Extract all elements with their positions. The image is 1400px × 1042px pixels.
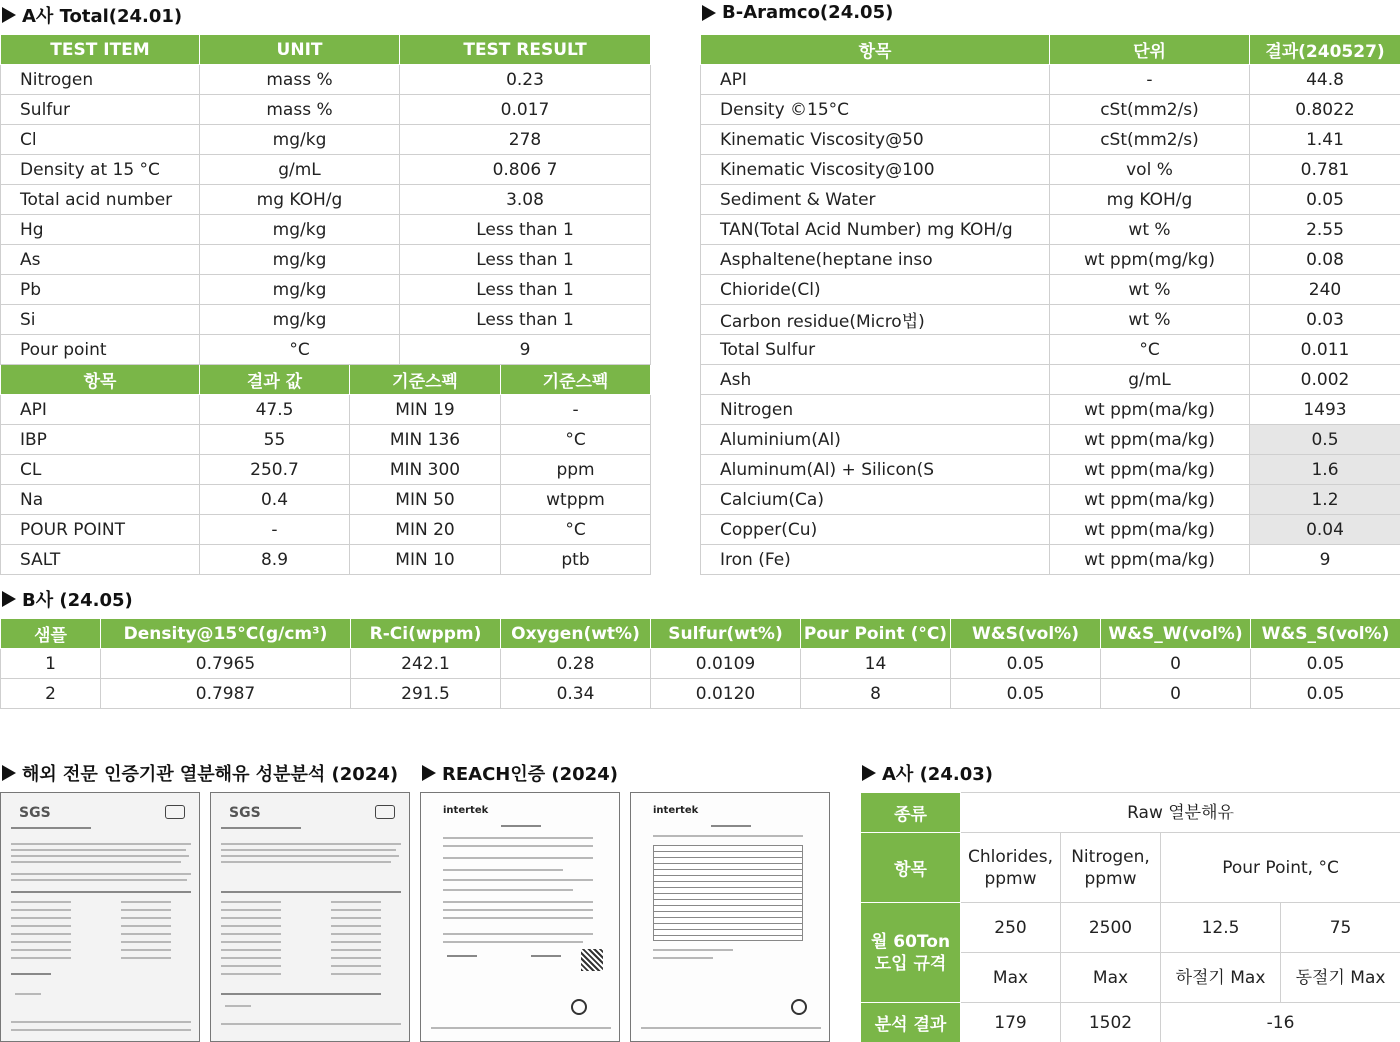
result-cell: 1.6 xyxy=(1250,455,1400,485)
unit-cell: g/mL xyxy=(1050,365,1250,395)
item-cell: Density ©15°C xyxy=(701,95,1050,125)
value-cell: 0.0120 xyxy=(651,679,801,709)
spec-cell: °C xyxy=(501,425,651,455)
unit-cell: mg/kg xyxy=(200,305,400,335)
result-cell: 1.41 xyxy=(1250,125,1400,155)
item-cell: Ash xyxy=(701,365,1050,395)
header-cell: 결과 값 xyxy=(200,365,350,395)
table-row xyxy=(1,155,651,185)
table-row xyxy=(701,245,1400,275)
table-row xyxy=(861,793,1400,833)
unit-cell: wt ppm(ma/kg) xyxy=(1050,545,1250,575)
item-cell: SALT xyxy=(1,545,200,575)
table-row xyxy=(701,155,1400,185)
item-cell: API xyxy=(701,65,1050,95)
seal-icon xyxy=(165,805,185,819)
spec-cell: MIN 300 xyxy=(350,455,501,485)
intertek-mark-icon xyxy=(791,999,807,1015)
result-cell: 0.03 xyxy=(1250,305,1400,335)
header-cell: 기준스펙 xyxy=(350,365,501,395)
value-cell: 1 xyxy=(1,649,101,679)
sgs-report-image-2[interactable] xyxy=(210,792,410,1042)
test-item-cell: Hg xyxy=(1,215,200,245)
a-total-table xyxy=(0,34,651,575)
table-row xyxy=(1,245,651,275)
table-row xyxy=(1,425,651,455)
unit-cell: g/mL xyxy=(200,155,400,185)
value-cell: 0.7987 xyxy=(101,679,351,709)
result-cell: 278 xyxy=(400,125,651,155)
unit-cell: wt ppm(mg/kg) xyxy=(1050,245,1250,275)
triangle-bullet-icon xyxy=(702,5,716,21)
item-cell: Sediment & Water xyxy=(701,185,1050,215)
table-row xyxy=(701,305,1400,335)
item-cell: Carbon residue(Micro법) xyxy=(701,305,1050,335)
table-row xyxy=(1,455,651,485)
table-row xyxy=(861,1003,1400,1042)
item-cell: Iron (Fe) xyxy=(701,545,1050,575)
result-cell: Less than 1 xyxy=(400,245,651,275)
triangle-bullet-icon xyxy=(2,765,16,781)
section-title-a-2403 xyxy=(862,760,993,786)
section-title-text: A사 Total(24.01) xyxy=(22,6,183,27)
result-cell: 9 xyxy=(400,335,651,365)
item-cell: Aluminum(Al) + Silicon(S xyxy=(701,455,1050,485)
unit-cell: °C xyxy=(200,335,400,365)
unit-cell: cSt(mm2/s) xyxy=(1050,125,1250,155)
value-cell: 291.5 xyxy=(351,679,501,709)
result-cell: Less than 1 xyxy=(400,305,651,335)
unit-cell: vol % xyxy=(1050,155,1250,185)
header-cell: 샘플 xyxy=(1,619,101,649)
unit-cell: wt % xyxy=(1050,305,1250,335)
value-cell: 0.0109 xyxy=(651,649,801,679)
value-cell: 0.34 xyxy=(501,679,651,709)
table-row xyxy=(1,395,651,425)
result-cell: 1.2 xyxy=(1250,485,1400,515)
value-cell: 0.05 xyxy=(1251,649,1400,679)
sgs-logo: SGS xyxy=(229,805,261,821)
unit-cell: wt ppm(ma/kg) xyxy=(1050,455,1250,485)
item-cell: API xyxy=(1,395,200,425)
header-cell: W&S(vol%) xyxy=(951,619,1101,649)
intertek-mark-icon xyxy=(571,999,587,1015)
value-cell: 8.9 xyxy=(200,545,350,575)
unit-cell: mg/kg xyxy=(200,245,400,275)
unit-cell: - xyxy=(1050,65,1250,95)
b-company-table xyxy=(0,618,1400,709)
spec-cell: MIN 10 xyxy=(350,545,501,575)
unit-cell: wt ppm(ma/kg) xyxy=(1050,395,1250,425)
table-row xyxy=(1,185,651,215)
table-row xyxy=(1,335,651,365)
table-row xyxy=(701,515,1400,545)
table-row xyxy=(861,833,1400,903)
triangle-bullet-icon xyxy=(422,765,436,781)
result-cell: Less than 1 xyxy=(400,275,651,305)
col-pour-point: Pour Point, °C xyxy=(1161,833,1400,903)
header-cell: TEST RESULT xyxy=(400,35,651,65)
section-title-b-aramco xyxy=(702,2,893,23)
item-cell: CL xyxy=(1,455,200,485)
unit-cell: °C xyxy=(1050,335,1250,365)
triangle-bullet-icon xyxy=(2,591,16,607)
intertek-logo: intertek xyxy=(443,805,489,816)
table-header-row xyxy=(701,35,1400,65)
header-cell: Pour Point (°C) xyxy=(801,619,951,649)
table-header-row xyxy=(1,35,651,65)
header-cell: 결과(240527) xyxy=(1250,35,1400,65)
col-chlorides: Chlorides, ppmw xyxy=(961,833,1061,903)
value-cell: 0.05 xyxy=(951,649,1101,679)
result-value: -16 xyxy=(1161,1003,1400,1042)
header-cell: Oxygen(wt%) xyxy=(501,619,651,649)
section-title-overseas xyxy=(2,760,398,786)
header-cell: Density@15°C(g/cm³) xyxy=(101,619,351,649)
value-cell: 47.5 xyxy=(200,395,350,425)
table-row xyxy=(701,335,1400,365)
intertek-report-image-1[interactable] xyxy=(420,792,620,1042)
table-row xyxy=(1,65,651,95)
result-cell: 2.55 xyxy=(1250,215,1400,245)
sgs-logo: SGS xyxy=(19,805,51,821)
seal-icon xyxy=(375,805,395,819)
spec-cell: ptb xyxy=(501,545,651,575)
item-cell: Nitrogen xyxy=(701,395,1050,425)
b-aramco-table xyxy=(700,34,1400,575)
result-cell: 3.08 xyxy=(400,185,651,215)
intertek-logo: intertek xyxy=(653,805,699,816)
section-title-text: 해외 전문 인증기관 열분해유 성분분석 (2024) xyxy=(22,764,399,785)
spec-value: 2500 xyxy=(1061,903,1161,953)
unit-cell: wt % xyxy=(1050,215,1250,245)
value-cell: 0.7965 xyxy=(101,649,351,679)
table-row xyxy=(1,485,651,515)
section-title-b-company xyxy=(2,586,133,612)
result-cell: 0.04 xyxy=(1250,515,1400,545)
spec-cell: wtppm xyxy=(501,485,651,515)
item-cell: TAN(Total Acid Number) mg KOH/g xyxy=(701,215,1050,245)
item-cell: Na xyxy=(1,485,200,515)
unit-cell: wt ppm(ma/kg) xyxy=(1050,515,1250,545)
col-nitrogen: Nitrogen, ppmw xyxy=(1061,833,1161,903)
unit-cell: wt % xyxy=(1050,275,1250,305)
table-row xyxy=(1,545,651,575)
test-item-cell: Pb xyxy=(1,275,200,305)
table-row xyxy=(701,545,1400,575)
result-cell: Less than 1 xyxy=(400,215,651,245)
test-item-cell: Density at 15 °C xyxy=(1,155,200,185)
table-row xyxy=(1,305,651,335)
kind-value: Raw 열분해유 xyxy=(961,793,1400,833)
test-item-cell: Si xyxy=(1,305,200,335)
table-row xyxy=(701,95,1400,125)
unit-cell: mg/kg xyxy=(200,215,400,245)
result-cell: 0.781 xyxy=(1250,155,1400,185)
table-row xyxy=(1,515,651,545)
value-cell: 0.4 xyxy=(200,485,350,515)
section-title-text: REACH인증 (2024) xyxy=(442,764,618,785)
item-cell: POUR POINT xyxy=(1,515,200,545)
table-row xyxy=(701,275,1400,305)
result-cell: 0.806 7 xyxy=(400,155,651,185)
unit-cell: mg/kg xyxy=(200,125,400,155)
header-cell: UNIT xyxy=(200,35,400,65)
table-header-row xyxy=(1,619,1400,649)
spec-cell: °C xyxy=(501,515,651,545)
item-label: 항목 xyxy=(861,833,961,903)
header-cell: W&S_W(vol%) xyxy=(1101,619,1251,649)
item-cell: Total Sulfur xyxy=(701,335,1050,365)
result-cell: 0.5 xyxy=(1250,425,1400,455)
result-cell: 1493 xyxy=(1250,395,1400,425)
table-row xyxy=(701,185,1400,215)
unit-cell: wt ppm(ma/kg) xyxy=(1050,425,1250,455)
table-row xyxy=(701,455,1400,485)
table-row xyxy=(701,395,1400,425)
header-cell: TEST ITEM xyxy=(1,35,200,65)
item-cell: Asphaltene(heptane inso xyxy=(701,245,1050,275)
triangle-bullet-icon xyxy=(862,765,876,781)
result-value: 179 xyxy=(961,1003,1061,1042)
table-row xyxy=(701,65,1400,95)
spec-sub: Max xyxy=(1061,953,1161,1003)
spec-cell: MIN 20 xyxy=(350,515,501,545)
result-label: 분석 결과 xyxy=(861,1003,961,1042)
value-cell: 0.05 xyxy=(1251,679,1400,709)
intertek-report-image-2[interactable] xyxy=(630,792,830,1042)
test-item-cell: Sulfur xyxy=(1,95,200,125)
value-cell: 0 xyxy=(1101,649,1251,679)
a-2403-table xyxy=(860,792,1400,1042)
result-cell: 0.23 xyxy=(400,65,651,95)
item-cell: Kinematic Viscosity@50 xyxy=(701,125,1050,155)
item-cell: Chioride(Cl) xyxy=(701,275,1050,305)
result-cell: 9 xyxy=(1250,545,1400,575)
test-item-cell: Pour point xyxy=(1,335,200,365)
value-cell: 14 xyxy=(801,649,951,679)
result-cell: 0.017 xyxy=(400,95,651,125)
result-cell: 0.08 xyxy=(1250,245,1400,275)
triangle-bullet-icon xyxy=(2,7,16,23)
spec-value: 12.5 xyxy=(1161,903,1281,953)
header-cell: W&S_S(vol%) xyxy=(1251,619,1400,649)
unit-cell: cSt(mm2/s) xyxy=(1050,95,1250,125)
item-cell: IBP xyxy=(1,425,200,455)
header-cell: R-Ci(wppm) xyxy=(351,619,501,649)
result-cell: 44.8 xyxy=(1250,65,1400,95)
header-cell: 항목 xyxy=(1,365,200,395)
result-cell: 0.05 xyxy=(1250,185,1400,215)
section-title-text: B사 (24.05) xyxy=(22,590,133,611)
unit-cell: mass % xyxy=(200,65,400,95)
table-header-row xyxy=(1,365,651,395)
unit-cell: mg/kg xyxy=(200,275,400,305)
result-cell: 0.8022 xyxy=(1250,95,1400,125)
result-cell: 0.011 xyxy=(1250,335,1400,365)
result-value: 1502 xyxy=(1061,1003,1161,1042)
item-cell: Calcium(Ca) xyxy=(701,485,1050,515)
test-item-cell: As xyxy=(1,245,200,275)
sgs-report-image-1[interactable] xyxy=(0,792,200,1042)
qr-code-icon xyxy=(581,949,603,971)
result-cell: 240 xyxy=(1250,275,1400,305)
spec-cell: - xyxy=(501,395,651,425)
spec-sub: Max xyxy=(961,953,1061,1003)
item-cell: Copper(Cu) xyxy=(701,515,1050,545)
kind-label: 종류 xyxy=(861,793,961,833)
spec-label: 월 60Ton 도입 규격 xyxy=(861,903,961,1003)
value-cell: 0.05 xyxy=(951,679,1101,709)
header-cell: 단위 xyxy=(1050,35,1250,65)
spec-value: 75 xyxy=(1281,903,1400,953)
table-row xyxy=(701,425,1400,455)
spec-cell: MIN 136 xyxy=(350,425,501,455)
header-cell: 기준스펙 xyxy=(501,365,651,395)
value-cell: - xyxy=(200,515,350,545)
test-item-cell: Cl xyxy=(1,125,200,155)
section-title-text: A사 (24.03) xyxy=(882,764,993,785)
table-row xyxy=(1,275,651,305)
spec-cell: MIN 19 xyxy=(350,395,501,425)
result-cell: 0.002 xyxy=(1250,365,1400,395)
test-item-cell: Total acid number xyxy=(1,185,200,215)
table-row xyxy=(1,649,1400,679)
table-row xyxy=(1,215,651,245)
unit-cell: mg KOH/g xyxy=(200,185,400,215)
value-cell: 0 xyxy=(1101,679,1251,709)
section-title-reach xyxy=(422,760,618,786)
value-cell: 8 xyxy=(801,679,951,709)
table-row xyxy=(1,679,1400,709)
spec-sub: 하절기 Max xyxy=(1161,953,1281,1003)
table-row xyxy=(701,365,1400,395)
header-cell: Sulfur(wt%) xyxy=(651,619,801,649)
item-cell: Aluminium(Al) xyxy=(701,425,1050,455)
table-row xyxy=(861,903,1400,953)
value-cell: 0.28 xyxy=(501,649,651,679)
section-title-text: B-Aramco(24.05) xyxy=(722,2,894,23)
table-row xyxy=(1,95,651,125)
spec-cell: MIN 50 xyxy=(350,485,501,515)
table-row xyxy=(701,485,1400,515)
test-item-cell: Nitrogen xyxy=(1,65,200,95)
table-row xyxy=(701,215,1400,245)
table-row xyxy=(1,125,651,155)
spec-cell: ppm xyxy=(501,455,651,485)
spec-value: 250 xyxy=(961,903,1061,953)
spec-sub: 동절기 Max xyxy=(1281,953,1400,1003)
unit-cell: mg KOH/g xyxy=(1050,185,1250,215)
unit-cell: mass % xyxy=(200,95,400,125)
value-cell: 250.7 xyxy=(200,455,350,485)
value-cell: 2 xyxy=(1,679,101,709)
table-row xyxy=(701,125,1400,155)
item-cell: Kinematic Viscosity@100 xyxy=(701,155,1050,185)
section-title-a-total xyxy=(2,2,182,28)
unit-cell: wt ppm(ma/kg) xyxy=(1050,485,1250,515)
header-cell: 항목 xyxy=(701,35,1050,65)
value-cell: 55 xyxy=(200,425,350,455)
value-cell: 242.1 xyxy=(351,649,501,679)
